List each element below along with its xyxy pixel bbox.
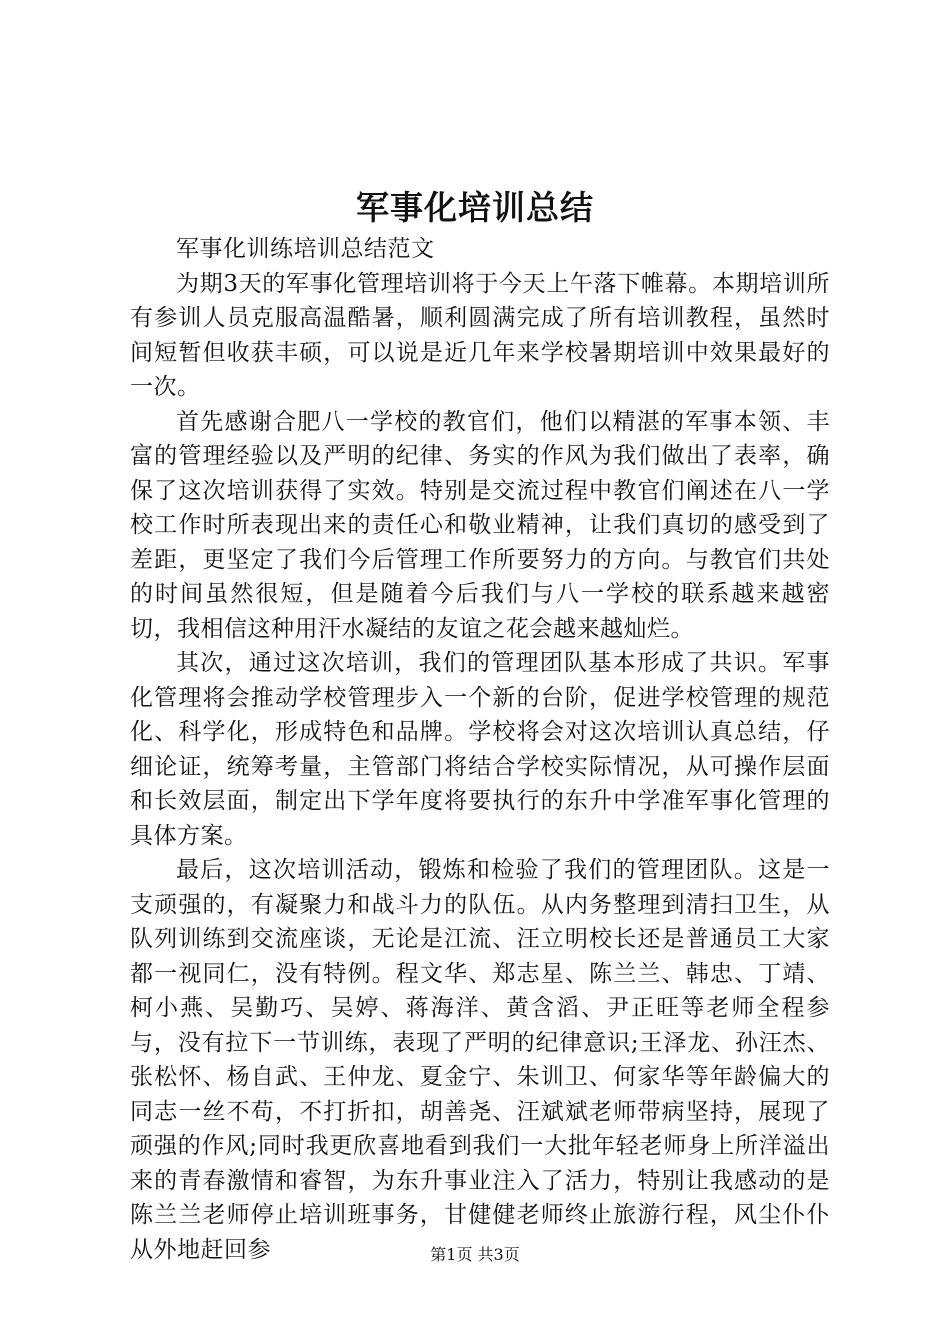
paragraph: 最后，这次培训活动，锻炼和检验了我们的管理团队。这是一支顽强的，有凝聚力和战斗力的队伍。从内务整理到清扫卫生，从队列训练到交流座谈，无论是江流、汪立明校长还是普通员工大家都一视同仁，没有特例。程文华、郑志星、陈兰兰、韩忠、丁靖、柯小燕、吴勤巧、吴婷、蒋海洋、黄含滔、尹正旺等老师全程参与，没有拉下一节训练，表现了严明的纪律意识;王泽龙、孙汪杰、张松怀、杨自武、王仲龙、夏金宁、朱训卫、何家华等年龄偏大的同志一丝不苟，不打折扣，胡善尧、汪斌斌老师带病坚持，展现了顽强的作风;同时我更欣喜地看到我们一大批年轻老师身上所洋溢出来的青春激情和睿智，为东升事业注入了活力，特别让我感动的是陈兰兰老师停止培训班事务，甘健健老师终止旅游行程，风尘仆仆从外地赶回参 [130, 857, 830, 1263]
page-number-footer: 第1页 共3页 [430, 1245, 520, 1264]
document-title: 军事化培训总结 [356, 188, 594, 227]
document-subtitle: 军事化训练培训总结范文 [176, 236, 435, 262]
document-body [130, 232, 830, 1267]
paragraph: 其次，通过这次培训，我们的管理团队基本形成了共识。军事化管理将会推动学校管理步入一个新的台阶，促进学校管理的规范化、科学化，形成特色和品牌。学校将会对这次培训认真总结，仔细论证，统筹考量，主管部门将结合学校实际情况，从可操作层面和长效层面，制定出下学年度将要执行的东升中学准军事化管理的具体方案。 [130, 650, 830, 849]
paragraph: 首先感谢合肥八一学校的教官们，他们以精湛的军事本领、丰富的管理经验以及严明的纪律、务实的作风为我们做出了表率，确保了这次培训获得了实效。特别是交流过程中教官们阐述在八一学校工作时所表现出来的责任心和敬业精神，让我们真切的感受到了差距，更坚定了我们今后管理工作所要努力的方向。与教官们共处的时间虽然很短，但是随着今后我们与八一学校的联系越来越密切，我相信这种用汗水凝结的友谊之花会越来越灿烂。 [130, 408, 830, 642]
paragraph: 为期3天的军事化管理培训将于今天上午落下帷幕。本期培训所有参训人员克服高温酷暑，顺利圆满完成了所有培训教程，虽然时间短暂但收获丰硕，可以说是近几年来学校暑期培训中效果最好的一次。 [130, 270, 830, 400]
